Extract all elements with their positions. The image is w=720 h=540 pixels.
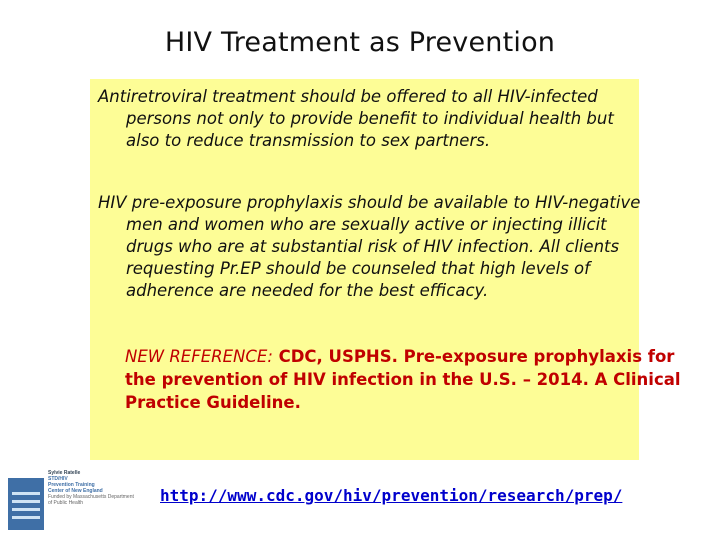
- reference-line: [125, 345, 675, 368]
- reference-text: CDC, USPHS. Pre-exposure prophylaxis for: [272, 347, 675, 366]
- ocean-wave-logo-icon: [8, 478, 44, 530]
- logo-small-line: Funded by Massachusetts Department: [48, 494, 134, 500]
- reference-line: Practice Guideline.: [125, 393, 301, 412]
- logo-line: STD/HIV: [48, 476, 68, 482]
- training-center-logo: [8, 470, 136, 536]
- logo-name: Sylvie Ratelle: [48, 470, 81, 476]
- content-box: [90, 79, 681, 460]
- prep-resource-link[interactable]: http://www.cdc.gov/hiv/prevention/research/prep/: [160, 486, 623, 505]
- paragraph-line: Antiretroviral treatment should be offered to all HIV-infected: [98, 87, 598, 106]
- paragraph-treatment: [98, 86, 643, 152]
- logo-line: Center of New England: [48, 488, 103, 494]
- paragraph-line: adherence are needed for the best efficacy.: [126, 281, 489, 300]
- reference-note: [125, 345, 681, 414]
- reference-label: NEW REFERENCE:: [125, 347, 273, 366]
- paragraph-line: persons not only to provide benefit to individual health but: [126, 109, 614, 128]
- logo-line: Prevention Training: [48, 482, 95, 488]
- logo-small-line: of Public Health: [48, 500, 84, 506]
- paragraph-prep: [98, 192, 643, 302]
- paragraph-line: men and women who are sexually active or injecting illicit: [126, 215, 607, 234]
- paragraph-line: also to reduce transmission to sex partners.: [126, 131, 491, 150]
- logo-text: [48, 470, 136, 506]
- paragraph-line: drugs who are at substantial risk of HIV infection. All clients: [126, 237, 620, 256]
- paragraph-line: HIV pre-exposure prophylaxis should be available to HIV-negative: [98, 193, 641, 212]
- slide-title: HIV Treatment as Prevention: [164, 27, 556, 58]
- reference-line: the prevention of HIV infection in the U.S. – 2014. A Clinical: [125, 370, 681, 389]
- paragraph-line: requesting Pr.EP should be counseled that high levels of: [126, 259, 590, 278]
